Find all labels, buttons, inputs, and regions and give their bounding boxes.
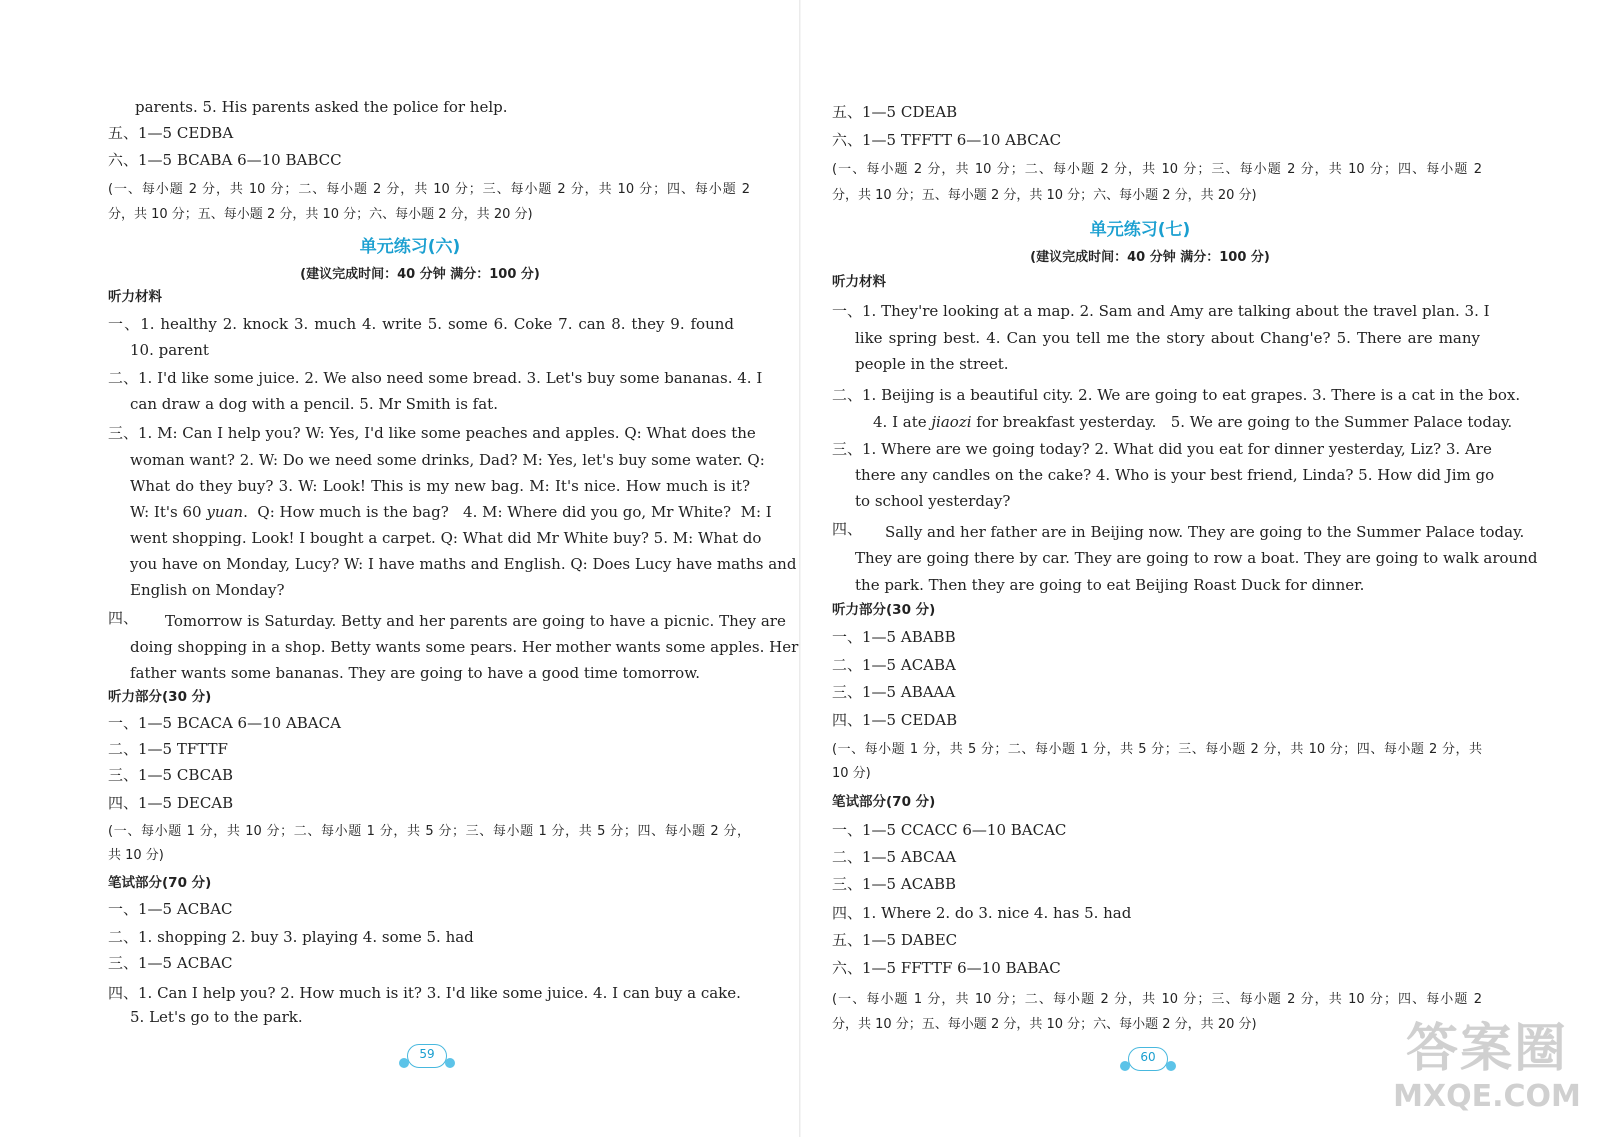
text-line: you have on Monday, Lucy? W: I have maths and English. Q: Does Lucy have maths and: [130, 555, 797, 573]
answer-line: 五、1—5 CEDBA: [108, 124, 234, 142]
section-heading: 笔试部分(70 分): [832, 794, 936, 810]
text-line: 二、1. I'd like some juice. 2. We also need some bread. 3. Let's buy some bananas. 4. I: [108, 369, 763, 387]
answer-line: 一、1—5 ACBAC: [108, 900, 233, 918]
right-page: [800, 0, 1600, 1137]
answer-line: 四、1. Where 2. do 3. nice 4. has 5. had: [832, 904, 1132, 922]
score-note: (一、每小题 1 分，共 10 分；二、每小题 1 分，共 5 分；三、每小题 1 分，共 5 分；四、每小题 2 分，: [108, 824, 750, 839]
answer-line: 三、1—5 ABAAA: [832, 683, 956, 701]
watermark-logo: [1392, 1019, 1582, 1129]
text-line: [130, 502, 772, 522]
text-line: can draw a dog with a pencil. 5. Mr Smith is fat.: [130, 395, 498, 413]
answer-line: 一、1—5 ABABB: [832, 628, 956, 646]
text-line: 三、1. Where are we going today? 2. What did you eat for dinner yesterday, Liz? 3. Are: [832, 440, 1492, 458]
unit-subtitle: (建议完成时间：40 分钟 满分：100 分): [1030, 250, 1270, 265]
score-note: (一、每小题 1 分，共 10 分；二、每小题 2 分，共 10 分；三、每小题 2 分，共 10 分；四、每小题 2: [832, 992, 1482, 1007]
watermark-cn: 答案圈: [1405, 1019, 1568, 1079]
text-line: 二、1. Beijing is a beautiful city. 2. We are going to eat grapes. 3. There is a cat in the box.: [832, 386, 1521, 404]
page-number: [1118, 1045, 1178, 1073]
text-span: . Q: How much is the bag? 4. M: Where did you go, Mr White? M: I: [243, 503, 772, 521]
page-number-text: 59: [419, 1047, 435, 1061]
page-number-text: 60: [1140, 1050, 1156, 1064]
text-line: English on Monday?: [130, 581, 285, 599]
text-line: people in the street.: [855, 355, 1009, 373]
unit-title: 单元练习(六): [359, 237, 461, 257]
score-note: 共 10 分): [108, 848, 164, 863]
section-heading: 笔试部分(70 分): [108, 875, 212, 891]
answer-line: 五、1—5 DABEC: [832, 931, 958, 949]
section-heading: 听力材料: [832, 274, 886, 290]
answer-line: 一、1—5 CCACC 6—10 BACAC: [832, 821, 1067, 839]
text-line: Tomorrow is Saturday. Betty and her parents are going to have a picnic. They are: [165, 612, 786, 630]
text-line: doing shopping in a shop. Betty wants some pears. Her mother wants some apples. Her: [130, 638, 799, 656]
text-line: 一、1. They're looking at a map. 2. Sam and Amy are talking about the travel plan. 3. I: [832, 302, 1490, 320]
page-number: [397, 1042, 457, 1070]
score-note: 分，共 10 分；五、每小题 2 分，共 10 分；六、每小题 2 分，共 20 分): [832, 1017, 1257, 1032]
text-line: like spring best. 4. Can you tell me the story about Chang'e? 5. There are many: [855, 329, 1480, 347]
answer-line: 三、1—5 ACABB: [832, 875, 957, 893]
answer-line: 四、1. Can I help you? 2. How much is it? 3. I'd like some juice. 4. I can buy a cake.: [108, 984, 741, 1002]
section-heading: 听力部分(30 分): [108, 689, 212, 705]
score-note: 分，共 10 分；五、每小题 2 分，共 10 分；六、每小题 2 分，共 20 分): [832, 188, 1257, 203]
text-line: 一、1. healthy 2. knock 3. much 4. write 5. some 6. Coke 7. can 8. they 9. found: [108, 315, 734, 333]
section-label: 四、: [832, 520, 863, 538]
answer-line: 四、1—5 CEDAB: [832, 711, 958, 729]
answer-line: 三、1—5 CBCAB: [108, 766, 233, 784]
score-note: 分，共 10 分；五、每小题 2 分，共 10 分；六、每小题 2 分，共 20 分): [108, 207, 533, 222]
text-span-italic: yuan: [206, 503, 244, 521]
answer-line: 5. Let's go to the park.: [130, 1008, 303, 1026]
answer-line: 六、1—5 FFTTF 6—10 BABAC: [832, 959, 1061, 977]
text-line: the park. Then they are going to eat Beijing Roast Duck for dinner.: [855, 576, 1365, 594]
unit-title: 单元练习(七): [1089, 220, 1191, 240]
text-line: there any candles on the cake? 4. Who is your best friend, Linda? 5. How did Jim go: [855, 466, 1495, 484]
text-span: for breakfast yesterday. 5. We are going to the Summer Palace today.: [971, 413, 1513, 431]
text-line: went shopping. Look! I bought a carpet. Q: What did Mr White buy? 5. M: What do: [130, 529, 762, 547]
answer-line: 二、1—5 ABCAA: [832, 848, 957, 866]
answer-line: 六、1—5 BCABA 6—10 BABCC: [108, 151, 342, 169]
score-note: (一、每小题 2 分，共 10 分；二、每小题 2 分，共 10 分；三、每小题 2 分，共 10 分；四、每小题 2: [108, 182, 750, 197]
answer-line: 五、1—5 CDEAB: [832, 103, 958, 121]
text-line: woman want? 2. W: Do we need some drinks, Dad? M: Yes, let's buy some water. Q:: [130, 451, 765, 469]
unit-subtitle: (建议完成时间：40 分钟 满分：100 分): [300, 267, 540, 282]
text-line: parents. 5. His parents asked the police for help.: [135, 98, 508, 116]
answer-line: 三、1—5 ACBAC: [108, 954, 233, 972]
watermark-en: MXQE.COM: [1393, 1079, 1581, 1114]
text-span: 4. I ate: [873, 413, 932, 431]
score-note: 10 分): [832, 766, 871, 781]
text-line: What do they buy? 3. W: Look! This is my new bag. M: It's nice. How much is it?: [130, 477, 750, 495]
text-line: 三、1. M: Can I help you? W: Yes, I'd like some peaches and apples. Q: What does the: [108, 424, 756, 442]
text-span-italic: jiaozi: [931, 413, 972, 431]
text-line: Sally and her father are in Beijing now. They are going to the Summer Palace today.: [885, 523, 1525, 541]
text-span: W: It's 60: [130, 503, 207, 521]
answer-line: 六、1—5 TFFTT 6—10 ABCAC: [832, 131, 1062, 149]
answer-line: 二、1. shopping 2. buy 3. playing 4. some 5. had: [108, 928, 474, 946]
score-note: (一、每小题 2 分，共 10 分；二、每小题 2 分，共 10 分；三、每小题 2 分，共 10 分；四、每小题 2: [832, 162, 1482, 177]
text-line: 10. parent: [130, 341, 209, 359]
score-note: (一、每小题 1 分，共 5 分；二、每小题 1 分，共 5 分；三、每小题 2 分，共 10 分；四、每小题 2 分，共: [832, 742, 1482, 757]
answer-line: 二、1—5 ACABA: [832, 656, 956, 674]
section-label: 四、: [108, 609, 139, 627]
text-line: to school yesterday?: [855, 492, 1011, 510]
answer-line: 一、1—5 BCACA 6—10 ABACA: [108, 714, 341, 732]
answer-line: 二、1—5 TFTTF: [108, 740, 228, 758]
section-heading: 听力部分(30 分): [832, 602, 936, 618]
section-heading: 听力材料: [108, 289, 162, 305]
text-line: father wants some bananas. They are going to have a good time tomorrow.: [130, 664, 701, 682]
answer-line: 四、1—5 DECAB: [108, 794, 234, 812]
text-line: They are going there by car. They are going to row a boat. They are going to walk around: [855, 549, 1538, 567]
text-line: [873, 412, 1513, 432]
